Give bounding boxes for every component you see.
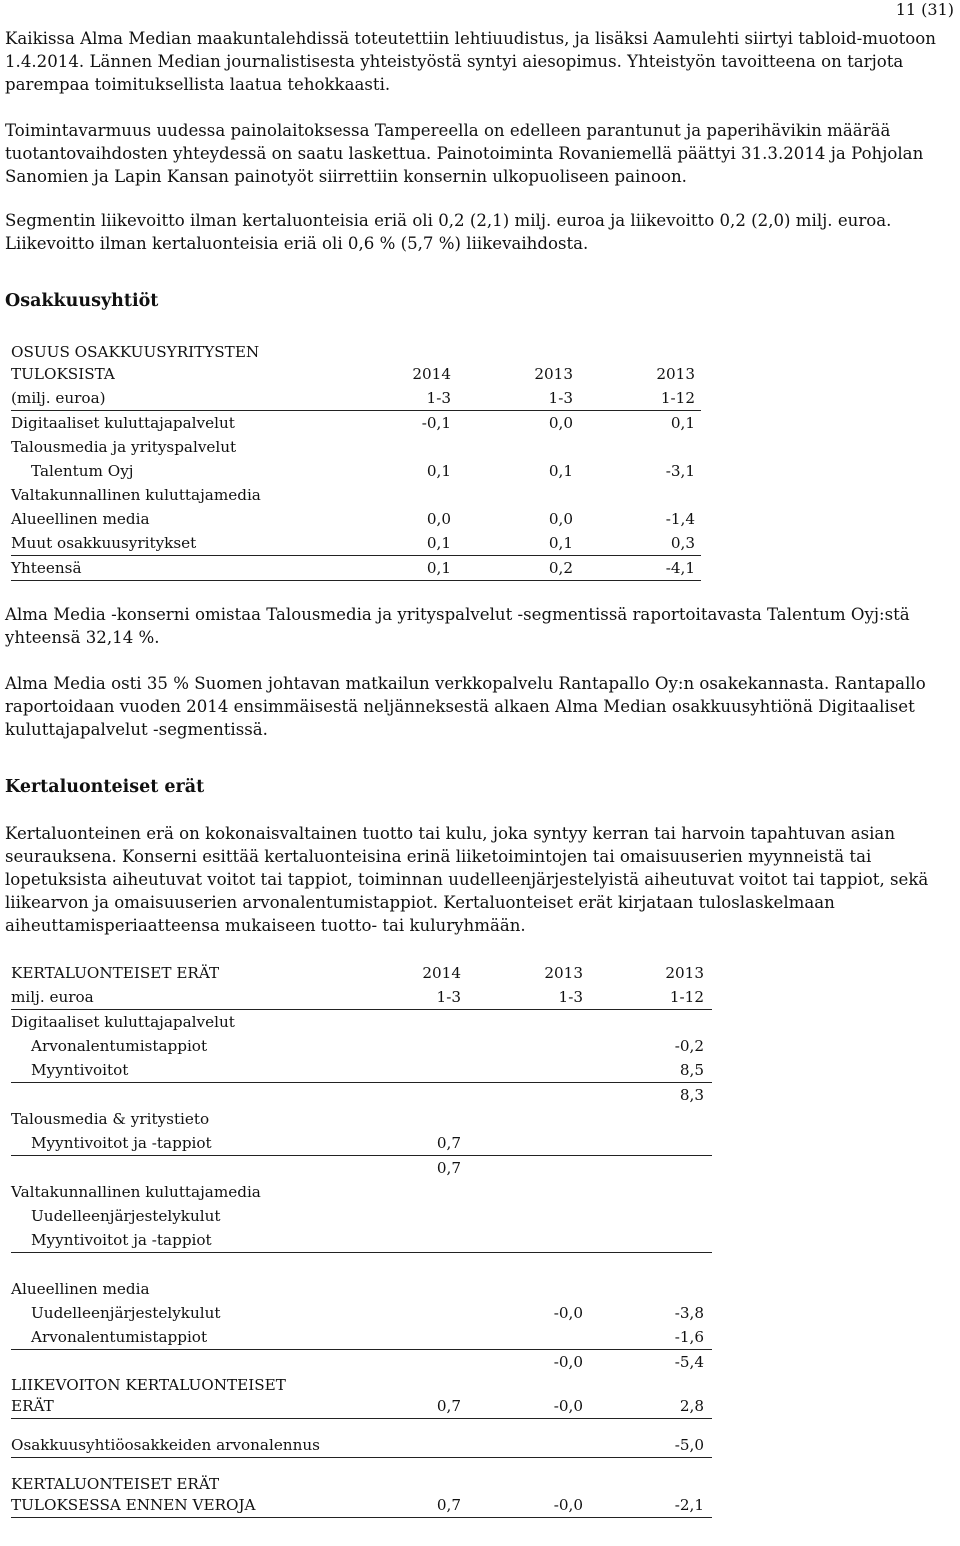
- table-unit: (milj. euroa): [11, 389, 106, 407]
- cell-value: -0,0: [553, 1353, 583, 1371]
- table-grand-total-row: [11, 1473, 712, 1518]
- cell-value: -3,8: [674, 1304, 704, 1322]
- column-header: 2013: [544, 964, 583, 982]
- cell-value: 0,3: [670, 534, 695, 552]
- cell-value: -0,1: [421, 414, 451, 432]
- cell-value: 0,1: [670, 414, 695, 432]
- table-row: [11, 1433, 712, 1458]
- row-label: [11, 1375, 286, 1417]
- row-label: Talentum Oyj: [31, 462, 134, 480]
- row-label: Yhteensä: [11, 559, 82, 577]
- cell-value: 0,0: [548, 414, 573, 432]
- table-subtotal-row: [11, 1156, 712, 1180]
- column-header: 2014: [412, 365, 451, 383]
- cell-value: -3,1: [665, 462, 695, 480]
- table-total-row: [11, 556, 701, 581]
- table-row: [11, 459, 701, 483]
- table-subtotal-row: [11, 1083, 712, 1107]
- row-label-line: LIIKEVOITON KERTALUONTEISET: [11, 1376, 286, 1394]
- table-subtotal-row: [11, 1253, 712, 1277]
- column-period: 1-12: [660, 389, 695, 407]
- row-label: Digitaaliset kuluttajapalvelut: [11, 414, 235, 432]
- cell-value: 0,2: [548, 559, 573, 577]
- column-header: 2013: [534, 365, 573, 383]
- row-label: Arvonalentumistappiot: [31, 1328, 208, 1346]
- table-title: KERTALUONTEISET ERÄT: [11, 964, 220, 982]
- section-heading-osakkuusyhtiot: Osakkuusyhtiöt: [5, 291, 159, 311]
- cell-value: -1,4: [665, 510, 695, 528]
- table-row: [11, 1180, 712, 1204]
- cell-value: -1,6: [674, 1328, 704, 1346]
- cell-value: -0,2: [674, 1037, 704, 1055]
- row-label: Alueellinen media: [11, 1280, 150, 1298]
- table-title: OSUUS OSAKKUUSYRITYSTEN: [11, 343, 260, 361]
- table-header-periods: [11, 985, 712, 1010]
- table-row: [11, 435, 701, 459]
- intro-paragraph: Toimintavarmuus uudessa painolaitoksessa Tampereella on edelleen parantunut ja paperihävikin määrää tuotantovaihdosten yhteydessä on saatu laskettua. Painotoiminta Rovaniemellä päättyi 31.3.2014 ja Pohjolan Sanomien ja Lapin Kansan painotyöt siirrettiin konsernin ulkopuoliseen painoon.: [5, 121, 924, 186]
- row-label: Arvonalentumistappiot: [31, 1037, 208, 1055]
- table-row: [11, 1010, 712, 1034]
- table-row: [11, 507, 701, 531]
- intro-paragraph: Kaikissa Alma Median maakuntalehdissä toteutettiin lehtiuudistus, ja lisäksi Aamulehti siirtyi tabloid-muotoon 1.4.2014. Lännen Median journalistisesta yhteistyöstä syntyi aiesopimus. Yhteistyön tavoitteena on tarjota parempaa toimituksellista laatua tehokkaasti.: [5, 29, 936, 94]
- row-label-line: ERÄT: [11, 1397, 54, 1415]
- table-row: [11, 1301, 712, 1325]
- table-subtotal-row: [11, 1350, 712, 1374]
- table-row: [11, 1228, 712, 1253]
- column-period: 1-3: [548, 389, 573, 407]
- row-label: Alueellinen media: [11, 510, 150, 528]
- table-row: [11, 1034, 712, 1058]
- column-header: 2014: [422, 964, 461, 982]
- table-row: [11, 1107, 712, 1131]
- cell-value: 8,5: [679, 1061, 704, 1079]
- table-row: [11, 1204, 712, 1228]
- row-label: Talousmedia & yritystieto: [11, 1110, 210, 1128]
- table-title: TULOKSISTA: [11, 365, 115, 383]
- cell-value: -5,4: [674, 1353, 704, 1371]
- row-label: Uudelleenjärjestelykulut: [31, 1304, 221, 1322]
- row-label: Valtakunnallinen kuluttajamedia: [11, 486, 261, 504]
- column-period: 1-3: [426, 389, 451, 407]
- cell-value: -0,0: [553, 1304, 583, 1322]
- column-header: 2013: [656, 365, 695, 383]
- table-total-row: [11, 1374, 712, 1419]
- cell-value: 0,7: [436, 1397, 461, 1415]
- nonrecurring-items-table: [11, 961, 712, 1518]
- cell-value: 0,7: [436, 1134, 461, 1152]
- cell-value: 0,7: [436, 1496, 461, 1514]
- row-label: [11, 1474, 256, 1516]
- row-label: Myyntivoitot: [31, 1061, 129, 1079]
- row-label: Myyntivoitot ja -tappiot: [31, 1134, 212, 1152]
- body-paragraph: Alma Media osti 35 % Suomen johtavan matkailun verkkopalvelu Rantapallo Oy:n osakekannasta. Rantapallo raportoidaan vuoden 2014 ensimmäisestä neljänneksestä alkaen Alma Median osakkuusyhtiönä Digitaaliset kuluttajapalvelut -segmentissä.: [5, 674, 926, 739]
- page-number: 11 (31): [895, 0, 954, 19]
- table-header-years: [11, 961, 712, 985]
- row-label: Digitaaliset kuluttajapalvelut: [11, 1013, 235, 1031]
- row-label: Osakkuusyhtiöosakkeiden arvonalennus: [11, 1436, 320, 1454]
- row-label-line: KERTALUONTEISET ERÄT: [11, 1475, 220, 1493]
- row-label: Talousmedia ja yrityspalvelut: [11, 438, 237, 456]
- table-header-periods: [11, 386, 701, 411]
- row-label-line: TULOKSESSA ENNEN VEROJA: [11, 1496, 256, 1514]
- cell-value: 0,0: [426, 510, 451, 528]
- body-paragraph: Alma Media -konserni omistaa Talousmedia ja yrityspalvelut -segmentissä raportoitavasta Talentum Oyj:stä yhteensä 32,14 %.: [5, 605, 910, 647]
- cell-value: 0,1: [426, 534, 451, 552]
- cell-value: -4,1: [665, 559, 695, 577]
- column-period: 1-12: [669, 988, 704, 1006]
- column-header: 2013: [665, 964, 704, 982]
- table-row: [11, 1325, 712, 1350]
- column-period: 1-3: [436, 988, 461, 1006]
- column-period: 1-3: [558, 988, 583, 1006]
- table-title-row: [11, 342, 701, 362]
- cell-value: 0,1: [548, 462, 573, 480]
- intro-paragraph: Segmentin liikevoitto ilman kertaluonteisia eriä oli 0,2 (2,1) milj. euroa ja liikevoitto 0,2 (2,0) milj. euroa. Liikevoitto ilman kertaluonteisia eriä oli 0,6 % (5,7 %) liikevaihdosta.: [5, 211, 892, 253]
- table-row: [11, 1131, 712, 1156]
- table-row: [11, 1277, 712, 1301]
- row-label: Myyntivoitot ja -tappiot: [31, 1231, 212, 1249]
- row-label: Uudelleenjärjestelykulut: [31, 1207, 221, 1225]
- cell-value: 0,7: [436, 1159, 461, 1177]
- cell-value: -0,0: [553, 1397, 583, 1415]
- cell-value: 0,1: [426, 462, 451, 480]
- body-paragraph: Kertaluonteinen erä on kokonaisvaltainen tuotto tai kulu, joka syntyy kerran tai harvoin tapahtuvan asian seurauksena. Konserni esittää kertaluonteisina erinä liiketoimintojen tai omaisuuserien myynneistä tai lopetuksista aiheutuvat voitot tai tappiot, toiminnan uudelleenjärjestelyistä aiheutuvat voitot tai tappiot, sekä liikearvon ja omaisuuserien arvonalentumistappiot. Kertaluonteiset erät kirjataan tuloslaskelmaan aiheuttamisperiaatteensa mukaiseen tuotto- tai kuluryhmään.: [5, 824, 929, 935]
- section-heading-kertaluonteiset: Kertaluonteiset erät: [5, 777, 205, 797]
- table-row: [11, 411, 701, 435]
- cell-value: 0,1: [426, 559, 451, 577]
- cell-value: -2,1: [674, 1496, 704, 1514]
- cell-value: 0,1: [548, 534, 573, 552]
- table-row: [11, 1058, 712, 1083]
- row-label: Valtakunnallinen kuluttajamedia: [11, 1183, 261, 1201]
- row-label: Muut osakkuusyritykset: [11, 534, 197, 552]
- cell-value: 0,0: [548, 510, 573, 528]
- cell-value: 2,8: [679, 1397, 704, 1415]
- table-row: [11, 531, 701, 556]
- cell-value: -5,0: [674, 1436, 704, 1454]
- associates-table: [11, 342, 701, 581]
- table-unit: milj. euroa: [11, 988, 94, 1006]
- cell-value: -0,0: [553, 1496, 583, 1514]
- cell-value: 8,3: [679, 1086, 704, 1104]
- table-row: [11, 483, 701, 507]
- table-header-years: [11, 362, 701, 386]
